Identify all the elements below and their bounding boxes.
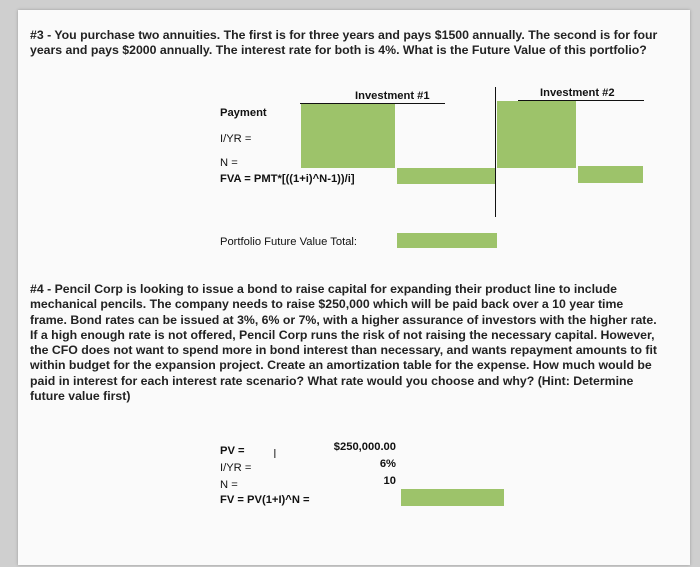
q4-n-value: 10 (383, 475, 396, 487)
investment-2-fva-cell[interactable] (578, 166, 643, 183)
pv-label: PV = (220, 445, 245, 457)
fv-formula-label: FV = PV(1+I)^N = (220, 494, 310, 506)
investment-divider-line (495, 87, 496, 217)
question-3-text: #3 - You purchase two annuities. The first is for three years and pays $1500 annually. The second is for four years and pays $2000 annually. The interest rate for both is 4%. What is the Future Value of this portfolio? (30, 28, 658, 58)
payment-label: Payment (220, 107, 267, 119)
q3-n-label: N = (220, 157, 238, 169)
question-4-text: #4 - Pencil Corp is looking to issue a bond to raise capital for expanding their product line to include mechanical pencils. The company needs to raise $250,000 which will be paid back over a 10 year time frame. Bond rates can be issued at 3%, 6% or 7%, with a higher assurance of investors with the higher rate. If a high enough rate is not offered, Pencil Corp runs the risk of not raising the necessary capital. However, the CFO does not want to spend more in bond interest than necessary, and wants repayment amounts to fit within budget for the expansion project. Create an amortization table for the expense. How much would be paid in interest for each interest rate scenario? What rate would you choose and why? (Hint: Determine future value first) (30, 282, 657, 404)
portfolio-total-cell[interactable] (397, 233, 497, 248)
text-cursor-icon: I (273, 446, 277, 461)
q4-iyr-label: I/YR = (220, 462, 252, 474)
fv-answer-cell[interactable] (401, 489, 504, 506)
q4-n-label: N = (220, 479, 238, 491)
q3-iyr-label: I/YR = (220, 133, 252, 145)
fva-formula-label: FVA = PMT*[((1+i)^N-1))/i] (220, 173, 355, 185)
investment-1-header: Investment #1 (355, 90, 430, 102)
investment-2-inputs-cell[interactable] (497, 101, 576, 168)
q4-iyr-value: 6% (379, 458, 396, 470)
pv-value: $250,000.00 (333, 441, 396, 453)
investment-1-fva-cell[interactable] (397, 168, 495, 184)
portfolio-total-label: Portfolio Future Value Total: (220, 236, 358, 248)
investment-2-header: Investment #2 (540, 87, 615, 99)
investment-1-inputs-cell[interactable] (301, 104, 395, 168)
